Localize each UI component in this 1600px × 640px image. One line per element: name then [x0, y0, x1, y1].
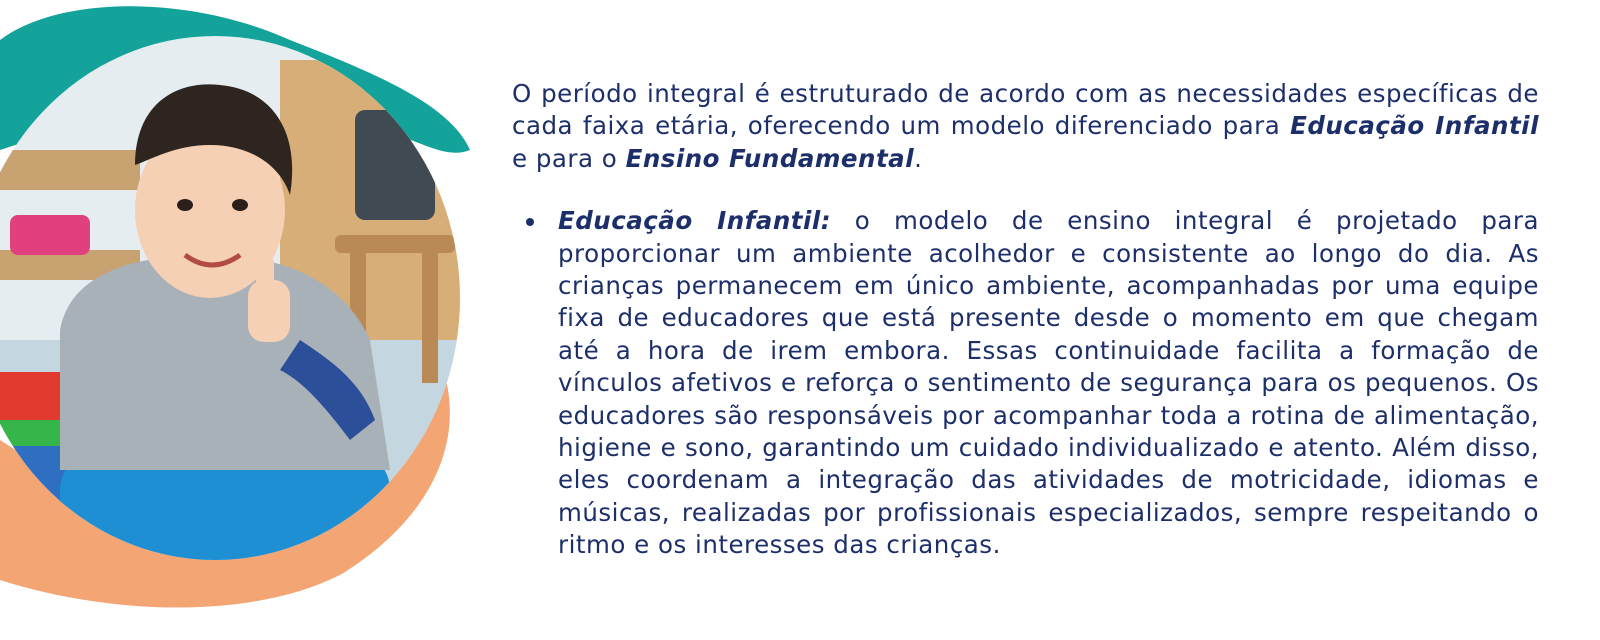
- bullet-list: [512, 205, 1539, 561]
- intro-text: O período integral é estruturado de acordo com as necessidades específicas de cada faixa etária, oferecendo um modelo diferenciado para: [512, 79, 1539, 141]
- intro-emphasis-ensino-fundamental: Ensino Fundamental: [625, 143, 915, 173]
- decorative-photo-illustration: [0, 0, 500, 640]
- bullet-dot-icon: [526, 218, 534, 226]
- intro-emphasis-educacao-infantil: Educação Infantil: [1290, 111, 1539, 141]
- bullet-item-educacao-infantil: [558, 205, 1539, 561]
- intro-paragraph: [512, 78, 1539, 175]
- intro-text: e para o: [512, 143, 626, 173]
- bullet-text: o modelo de ensino integral é projetado para proporcionar um ambiente acolhedor e consistente ao longo do dia. As crianças permanecem em único ambiente, acompanhadas por uma equipe fixa de educadores que está presente desde o momento em que chegam até a hora de irem embora. Essas continuidade facilita a formação de vínculos afetivos e reforça o sentimento de segurança para os pequenos. Os educadores são responsáveis por acompanhar toda a rotina de alimentação, higiene e sono, garantindo um cuidado individualizado e atento. Além disso, eles coordenam a integração das atividades de motricidade, idiomas e músicas, realizadas por profissionais especializados, sempre respeitando o ritmo e os interesses das crianças.: [558, 206, 1540, 560]
- bullet-title: Educação Infantil:: [558, 206, 832, 236]
- intro-text: .: [914, 143, 923, 173]
- text-content: [512, 78, 1539, 562]
